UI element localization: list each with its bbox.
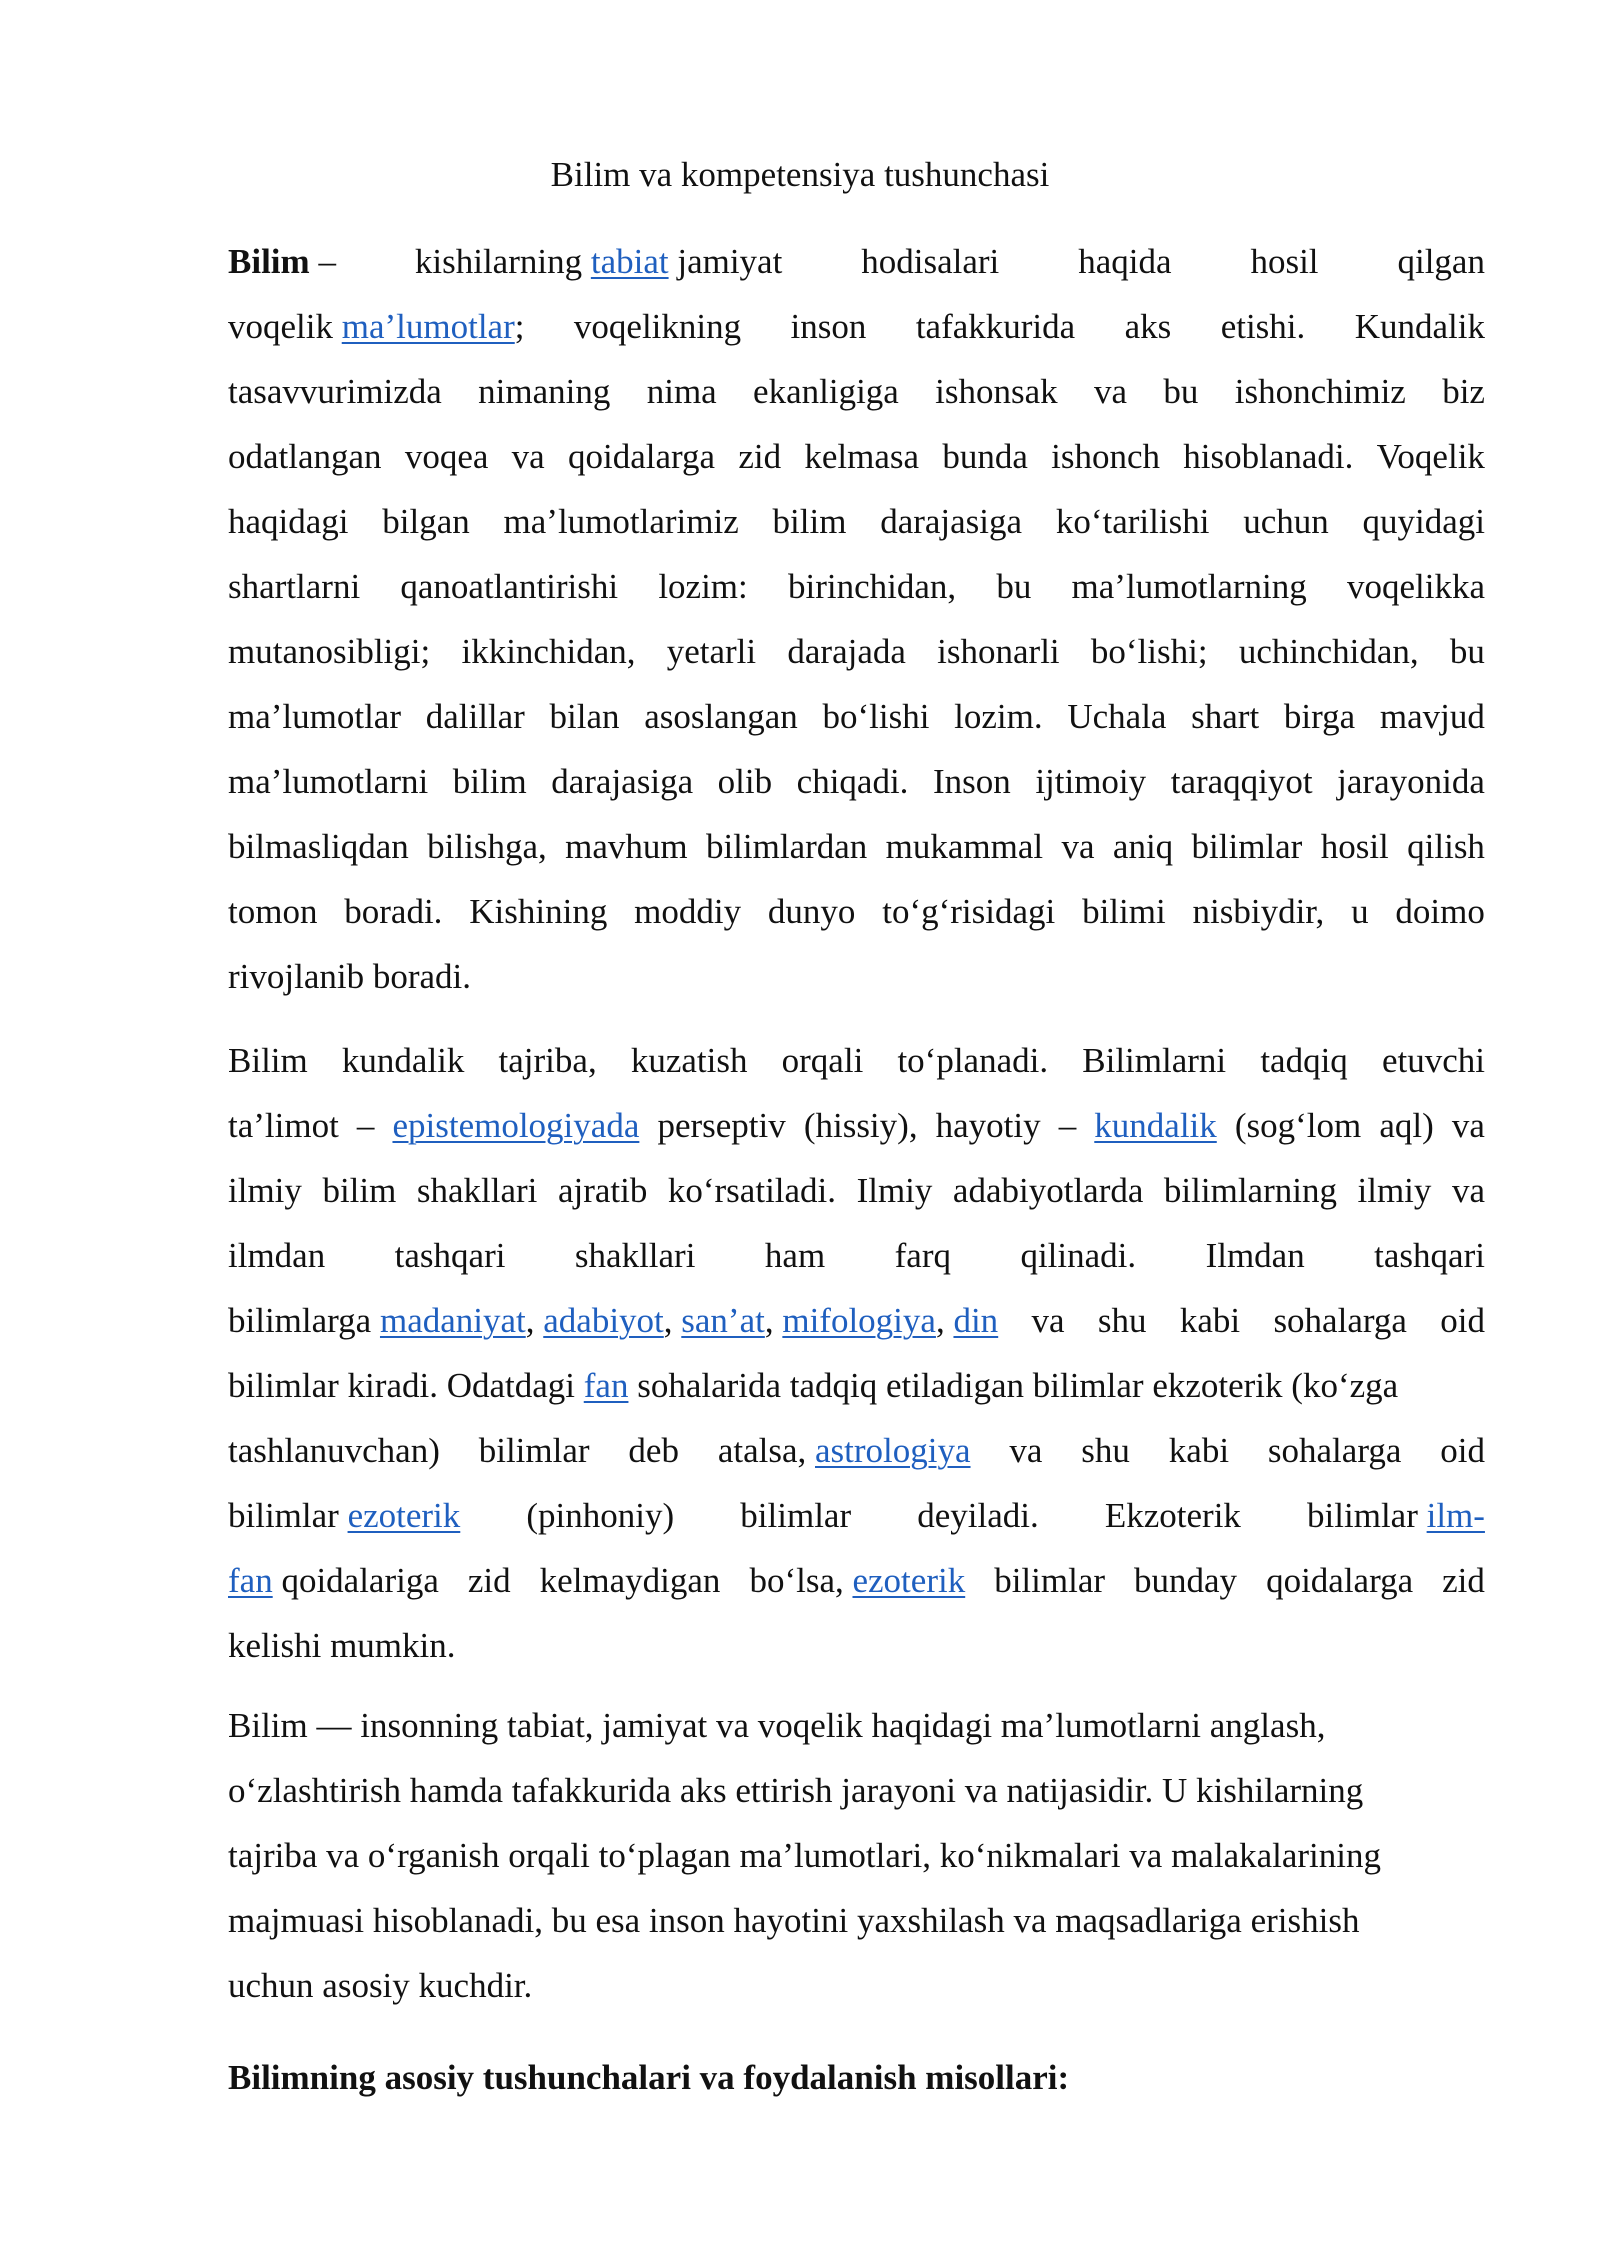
word: adabiyotlarda: [952, 1171, 1144, 1210]
word: birinchidan,: [787, 567, 957, 606]
word: quyidagi: [1362, 502, 1485, 541]
word: voqelikka: [1346, 567, 1485, 606]
word: orqali: [781, 1041, 864, 1080]
word: uchun: [1243, 502, 1329, 541]
text-line: rivojlanib boradi.: [228, 957, 472, 996]
link-epistemologiyada[interactable]: epistemologiyada: [392, 1106, 640, 1145]
text-line: [228, 1231, 1485, 1296]
word: u: [1351, 892, 1369, 931]
word: shakllari: [574, 1236, 696, 1275]
text-line: bilimlarga madaniyat, adabiyot, san’at, mifologiya, din va shu kabi sohalarga oid: [228, 1301, 1485, 1340]
word: ko‘rsatiladi.: [667, 1171, 837, 1210]
word: dalillar: [425, 697, 525, 736]
word: Ilmiy: [856, 1171, 933, 1210]
word: Inson: [932, 762, 1011, 801]
text-line: bilimlar kiradi. Odatdagi fan sohalarida tadqiq etiladigan bilimlar ekzoterik (ko‘zga: [228, 1366, 1399, 1405]
word: tashqari: [1374, 1236, 1485, 1275]
text-line: tashlanuvchan) bilimlar deb atalsa, astrologiya va shu kabi sohalarga oid: [228, 1431, 1485, 1470]
word: qoidalarga: [567, 437, 716, 476]
text-line: o‘zlashtirish hamda tafakkurida aks ettirish jarayoni va natijasidir. U kishilarning: [228, 1771, 1364, 1810]
bold-term: Bilim: [228, 242, 310, 281]
word: odatlangan: [228, 437, 382, 476]
word: hosil: [1320, 827, 1389, 866]
word: to‘planadi.: [897, 1041, 1049, 1080]
word: kuzatish: [630, 1041, 748, 1080]
word: bo‘lishi: [822, 697, 930, 736]
word: haqidagi: [228, 502, 349, 541]
text-line: [228, 497, 1485, 562]
word: va: [1061, 827, 1095, 866]
word: va: [511, 437, 545, 476]
word: yetarli: [666, 632, 757, 671]
word: shakllari: [416, 1171, 538, 1210]
word: jarayonida: [1337, 762, 1485, 801]
word: mavjud: [1379, 697, 1485, 736]
text-line: fan qoidalariga zid kelmaydigan bo‘lsa, ezoterik bilimlar bunday qoidalarga zid: [228, 1561, 1485, 1600]
word: ikkinchidan,: [461, 632, 636, 671]
text-line: [228, 1166, 1485, 1231]
word: ishonch: [1051, 437, 1161, 476]
word: shart: [1191, 697, 1260, 736]
paragraph-1: [228, 237, 1485, 1017]
word: shartlarni: [228, 567, 361, 606]
word: Uchala: [1067, 697, 1167, 736]
word: Ilmdan: [1205, 1236, 1305, 1275]
text-line: [228, 1036, 1485, 1101]
word: olib: [717, 762, 773, 801]
word: nima: [646, 372, 717, 411]
word: bu: [1163, 372, 1199, 411]
text-line: bilimlar ezoterik (pinhoniy) bilimlar deyiladi. Ekzoterik bilimlar ilm-: [228, 1496, 1485, 1535]
word: lozim:: [658, 567, 748, 606]
word: mutanosibligi;: [228, 632, 431, 671]
word: ekanligiga: [753, 372, 899, 411]
link-kundalik[interactable]: kundalik: [1094, 1106, 1217, 1145]
link-astrologiya[interactable]: astrologiya: [815, 1431, 971, 1470]
link-fan-2[interactable]: fan: [228, 1561, 273, 1600]
link-ilm-fan[interactable]: ilm-: [1426, 1496, 1485, 1535]
word: ma’lumotlarning: [1071, 567, 1307, 606]
word: qanoatlantirishi: [400, 567, 619, 606]
link-fan[interactable]: fan: [583, 1366, 629, 1405]
word: biz: [1442, 372, 1485, 411]
word: uchinchidan,: [1238, 632, 1419, 671]
word: aniq: [1112, 827, 1174, 866]
word: darajasiga: [880, 502, 1023, 541]
word: taraqqiyot: [1170, 762, 1313, 801]
word: tasavvurimizda: [228, 372, 442, 411]
word: tajriba,: [498, 1041, 597, 1080]
link-tabiat[interactable]: tabiat: [590, 242, 669, 281]
link-adabiyot[interactable]: adabiyot: [543, 1301, 664, 1340]
word: bilim: [322, 1171, 397, 1210]
word: ma’lumotlar: [228, 697, 402, 736]
word: birga: [1283, 697, 1356, 736]
word: bu: [1449, 632, 1485, 671]
word: zid: [738, 437, 782, 476]
word: ajratib: [557, 1171, 648, 1210]
word: bilim: [772, 502, 847, 541]
text-line: [228, 822, 1485, 887]
text-line: Bilim — insonning tabiat, jamiyat va voqelik haqidagi ma’lumotlarni anglash,: [228, 1706, 1326, 1745]
word: ishonarli: [937, 632, 1060, 671]
word: qilinadi.: [1020, 1236, 1137, 1275]
word: bilan: [549, 697, 620, 736]
word: hisoblanadi.: [1183, 437, 1354, 476]
text-line: [228, 367, 1485, 432]
word: bu: [996, 567, 1032, 606]
paragraph-2: [228, 1036, 1485, 1686]
word: boradi.: [344, 892, 443, 931]
word: nimaning: [478, 372, 611, 411]
word: qilish: [1407, 827, 1485, 866]
word: doimo: [1395, 892, 1485, 931]
word: voqea: [404, 437, 489, 476]
word: Voqelik: [1376, 437, 1485, 476]
word: kundalik: [341, 1041, 465, 1080]
text-line: [228, 887, 1485, 952]
word: to‘g‘risidagi: [882, 892, 1056, 931]
text-line: tajriba va o‘rganish orqali to‘plagan ma’lumotlari, ko‘nikmalari va malakalarining: [228, 1836, 1382, 1875]
word: chiqadi.: [796, 762, 909, 801]
word: lozim.: [954, 697, 1043, 736]
text-line: [228, 627, 1485, 692]
word: ko‘tarilishi: [1055, 502, 1210, 541]
word: bilim: [452, 762, 527, 801]
text-line: uchun asosiy kuchdir.: [228, 1966, 533, 2005]
word: tashqari: [394, 1236, 506, 1275]
word: Kishining: [469, 892, 608, 931]
word: bo‘lishi;: [1090, 632, 1208, 671]
link-madaniyat[interactable]: madaniyat: [379, 1301, 526, 1340]
link-malumotlar[interactable]: ma’lumotlar: [341, 307, 515, 346]
word: darajada: [787, 632, 906, 671]
word: etuvchi: [1381, 1041, 1485, 1080]
word: bilmasliqdan: [228, 827, 409, 866]
text-line: Bilim – kishilarning tabiat jamiyat hodisalari haqida hosil qilgan: [228, 242, 1485, 281]
section-heading: Bilimning asosiy tushunchalari va foydalanish misollari:: [228, 2058, 1070, 2097]
word: ilmiy: [228, 1171, 302, 1210]
word: dunyo: [767, 892, 856, 931]
word: Bilim: [228, 1041, 308, 1080]
link-sanat[interactable]: san’at: [681, 1301, 765, 1340]
word: ijtimoiy: [1035, 762, 1147, 801]
word: mavhum: [565, 827, 688, 866]
document-title: Bilim va kompetensiya tushunchasi: [550, 155, 1050, 194]
word: va: [1451, 1171, 1485, 1210]
text-line: ta’limot – epistemologiyada perseptiv (hissiy), hayotiy – kundalik (sog‘lom aql) va: [228, 1101, 1485, 1166]
word: kelmasa: [804, 437, 920, 476]
word: tadqiq: [1260, 1041, 1348, 1080]
word: bilishga,: [427, 827, 547, 866]
word: ilmdan: [228, 1236, 326, 1275]
word: moddiy: [634, 892, 742, 931]
paragraph-3: [228, 1701, 1485, 2026]
word: bilimlardan: [705, 827, 868, 866]
word: bilimi: [1082, 892, 1166, 931]
word: Bilimlarni: [1082, 1041, 1227, 1080]
text-line: [228, 692, 1485, 757]
word: bilimlarning: [1163, 1171, 1337, 1210]
text-line: kelishi mumkin.: [228, 1626, 456, 1665]
word: ma’lumotlarni: [228, 762, 429, 801]
word: bilgan: [382, 502, 470, 541]
link-mifologiya[interactable]: mifologiya: [782, 1301, 936, 1340]
word: mukammal: [885, 827, 1044, 866]
word: ma’lumotlarimiz: [503, 502, 739, 541]
word: asoslangan: [644, 697, 798, 736]
link-din[interactable]: din: [953, 1301, 999, 1340]
link-ezoterik[interactable]: ezoterik: [347, 1496, 461, 1535]
word: nisbiydir,: [1192, 892, 1325, 931]
word: tomon: [228, 892, 318, 931]
word: darajasiga: [551, 762, 694, 801]
word: ishonsak: [935, 372, 1058, 411]
text-line: voqelik ma’lumotlar; voqelikning inson tafakkurida aks etishi. Kundalik: [228, 307, 1485, 346]
link-ezoterik-2[interactable]: ezoterik: [852, 1561, 966, 1600]
word: ham: [764, 1236, 826, 1275]
text-line: majmuasi hisoblanadi, bu esa inson hayotini yaxshilash va maqsadlariga erishish: [228, 1901, 1360, 1940]
text-line: [228, 432, 1485, 497]
word: bilimlar: [1191, 827, 1303, 866]
text-line: [228, 562, 1485, 627]
word: bunda: [942, 437, 1028, 476]
word: ishonchimiz: [1234, 372, 1406, 411]
word: va: [1094, 372, 1128, 411]
word: farq: [894, 1236, 951, 1275]
word: ilmiy: [1357, 1171, 1432, 1210]
text-line: [228, 757, 1485, 822]
